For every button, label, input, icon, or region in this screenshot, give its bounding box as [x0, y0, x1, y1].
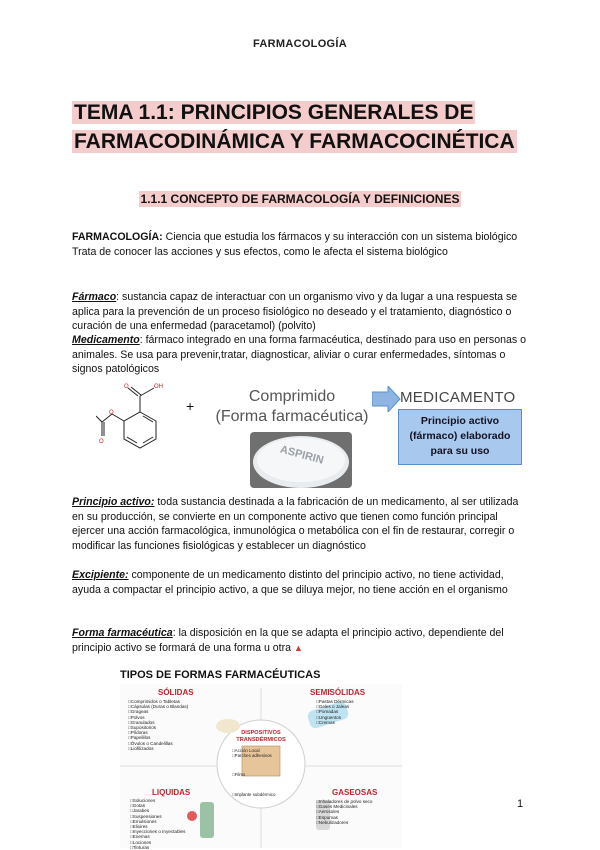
dispositivos-line-1: DISPOSITIVOS — [241, 730, 281, 736]
definition-medicamento — [72, 333, 530, 377]
aspirin-tablet-image — [250, 432, 352, 488]
text-farmacologia-2: Trata de conocer las acciones y sus efectos, como le afecta el sistema biológico — [72, 245, 448, 258]
term-farmacologia: FARMACOLOGÍA: — [72, 231, 163, 243]
list-item: □ Cápsulas (Duras o Blandas) — [128, 704, 188, 709]
list-item: □ Emulsiones — [130, 819, 185, 824]
list-item: □ Supositorios — [128, 725, 188, 730]
figure-title: TIPOS DE FORMAS FARMACÉUTICAS — [120, 669, 321, 681]
list-item: □ Inhaladores de polvo seco — [316, 799, 372, 804]
solidas-list — [128, 699, 188, 751]
section-subtitle — [0, 192, 600, 206]
title-line-2: FARMACODINÁMICA Y FARMACOCINÉTICA — [74, 130, 515, 153]
term-farmaco: Fármaco — [72, 291, 117, 303]
solidas-heading: SÓLIDAS — [158, 688, 194, 697]
definition-farmaco — [72, 290, 530, 334]
medicamento-label: MEDICAMENTO — [400, 389, 516, 406]
list-item: □ Cremas — [316, 720, 354, 725]
comprimido-label — [212, 387, 372, 427]
list-item: □ Granulados — [128, 720, 188, 725]
list-item: □ Implante subdérmico — [232, 792, 275, 797]
list-item: □ Comprimidos o Tabletas — [128, 699, 188, 704]
text-principio-activo: toda sustancia destinada a la fabricación de un medicamento, al ser utilizada en su producción, se convierte en un componente activo que tienen como función principal ejercer una acción farmacológica, inmunológica o metabólica con el fin de restaurar, corregir o modificar las funciones fisiológicas y establecer un diagnóstico — [72, 496, 519, 552]
list-item: □ Gotas — [130, 803, 185, 808]
definition-farmacologia — [72, 230, 530, 259]
list-item: □ Espumas — [316, 815, 372, 820]
text-forma-farmaceutica: : la disposición en la que se adapta el principio activo, dependiente del principio activo se formará de una forma u otra — [72, 627, 504, 654]
list-item: □ Films — [232, 772, 245, 777]
section-subtitle-text: 1.1.1 CONCEPTO DE FARMACOLOGÍA Y DEFINICIONES — [140, 192, 460, 206]
list-item: □ Pastas Dérmicas — [316, 699, 354, 704]
list-item: □ Grageas — [128, 709, 188, 714]
dispositivos-list-implante — [232, 792, 275, 797]
list-item: □ Soluciones — [130, 798, 185, 803]
gaseosas-heading: GASEOSAS — [332, 788, 378, 797]
definition-principio-activo — [72, 495, 530, 553]
list-item: □ Óvulos o Candelillas — [128, 741, 188, 746]
list-item: □ Suspensiones — [130, 814, 185, 819]
dispositivos-list-top — [232, 748, 272, 758]
list-item: □ Papelillos — [128, 735, 188, 740]
list-item: □ Parches adhesivos — [232, 753, 272, 758]
dispositivos-list-bottom — [232, 772, 245, 777]
page-header: FARMACOLOGÍA — [252, 38, 348, 50]
box-line-1: Principio activo — [420, 415, 500, 427]
page-title — [72, 98, 517, 156]
term-medicamento: Medicamento — [72, 334, 140, 346]
svg-text:O: O — [99, 439, 104, 445]
svg-text:OH: OH — [154, 384, 163, 390]
comprimido-line-2: (Forma farmacéutica) — [215, 408, 369, 425]
comprimido-line-1: Comprimido — [248, 388, 336, 405]
dispositivos-heading — [226, 730, 296, 743]
list-item: □ Geles o Jaleas — [316, 704, 354, 709]
list-item: □ Gases Medicinales — [316, 804, 372, 809]
semisolidas-heading: SEMISÓLIDAS — [310, 688, 366, 697]
formas-farmaceuticas-figure — [120, 668, 402, 848]
gaseosas-list — [316, 799, 372, 825]
text-excipiente: componente de un medicamento distinto del principio activo, no tiene actividad, ayuda a compactar el principio activo, a que se diluya mejor, no tiene acción en el organismo — [72, 569, 508, 596]
list-item: □ Liofilizados — [128, 746, 188, 751]
list-item: □ Acción Local — [232, 748, 272, 753]
semisolidas-list — [316, 699, 354, 725]
box-line-3: para su uso — [430, 445, 490, 457]
text-farmacologia: Ciencia que estudia los fármacos y su interacción con un sistema biológico — [162, 231, 518, 243]
list-item: □ Inyecciones o Inyectables — [130, 829, 185, 834]
list-item: □ Aerosoles — [316, 809, 372, 814]
list-item: □ Polvos — [128, 715, 188, 720]
list-item: □ Enemas — [130, 834, 185, 839]
pill-text: ASPIRIN — [278, 443, 325, 467]
liquidas-heading: LIQUIDAS — [152, 788, 191, 797]
page-number: 1 — [517, 798, 524, 810]
warning-triangle-icon: ▲ — [294, 642, 303, 653]
term-principio-activo: Principio activo: — [72, 496, 155, 508]
term-excipiente: Excipiente: — [72, 569, 129, 581]
principio-activo-box — [398, 409, 522, 465]
list-item: □ Elixires — [130, 824, 185, 829]
list-item: □ Pomadas — [316, 709, 354, 714]
list-item: □ Píldoras — [128, 730, 188, 735]
list-item: □ Nebulizadores — [316, 820, 372, 825]
text-medicamento: : fármaco integrado en una forma farmacéutica, destinado para uso en personas o animales. Se usa para prevenir,tratar, diagnosticar, aliviar o curar enfermedades, síntomas o signos patológicos — [72, 334, 527, 375]
term-forma-farmaceutica: Forma farmacéutica — [72, 627, 173, 639]
list-item: □ Ungüentos — [316, 715, 354, 720]
definition-excipiente — [72, 568, 530, 597]
list-item: □ Jarabes — [130, 808, 185, 813]
definition-forma-farmaceutica — [72, 626, 530, 655]
title-line-1: TEMA 1.1: PRINCIPIOS GENERALES DE — [74, 101, 474, 124]
aspirin-molecule-icon — [96, 382, 176, 468]
plus-sign: + — [186, 398, 195, 414]
box-line-2: (fármaco) elaborado — [409, 430, 511, 442]
list-item: □ Lociones — [130, 840, 185, 845]
dispositivos-line-2: TRANSDÉRMICOS — [236, 736, 286, 743]
text-farmaco: : sustancia capaz de interactuar con un organismo vivo y da lugar a una respuesta se aplica para la prevención de un proceso fisiológico no deseado y el tratamiento, diagnóstico o curación de una enfermedad (paracetamol) (polvito) — [72, 291, 518, 332]
list-item: □ Tinturas — [130, 845, 185, 850]
liquidas-list — [130, 798, 185, 850]
svg-text:O: O — [109, 410, 114, 416]
svg-text:O: O — [124, 384, 129, 390]
